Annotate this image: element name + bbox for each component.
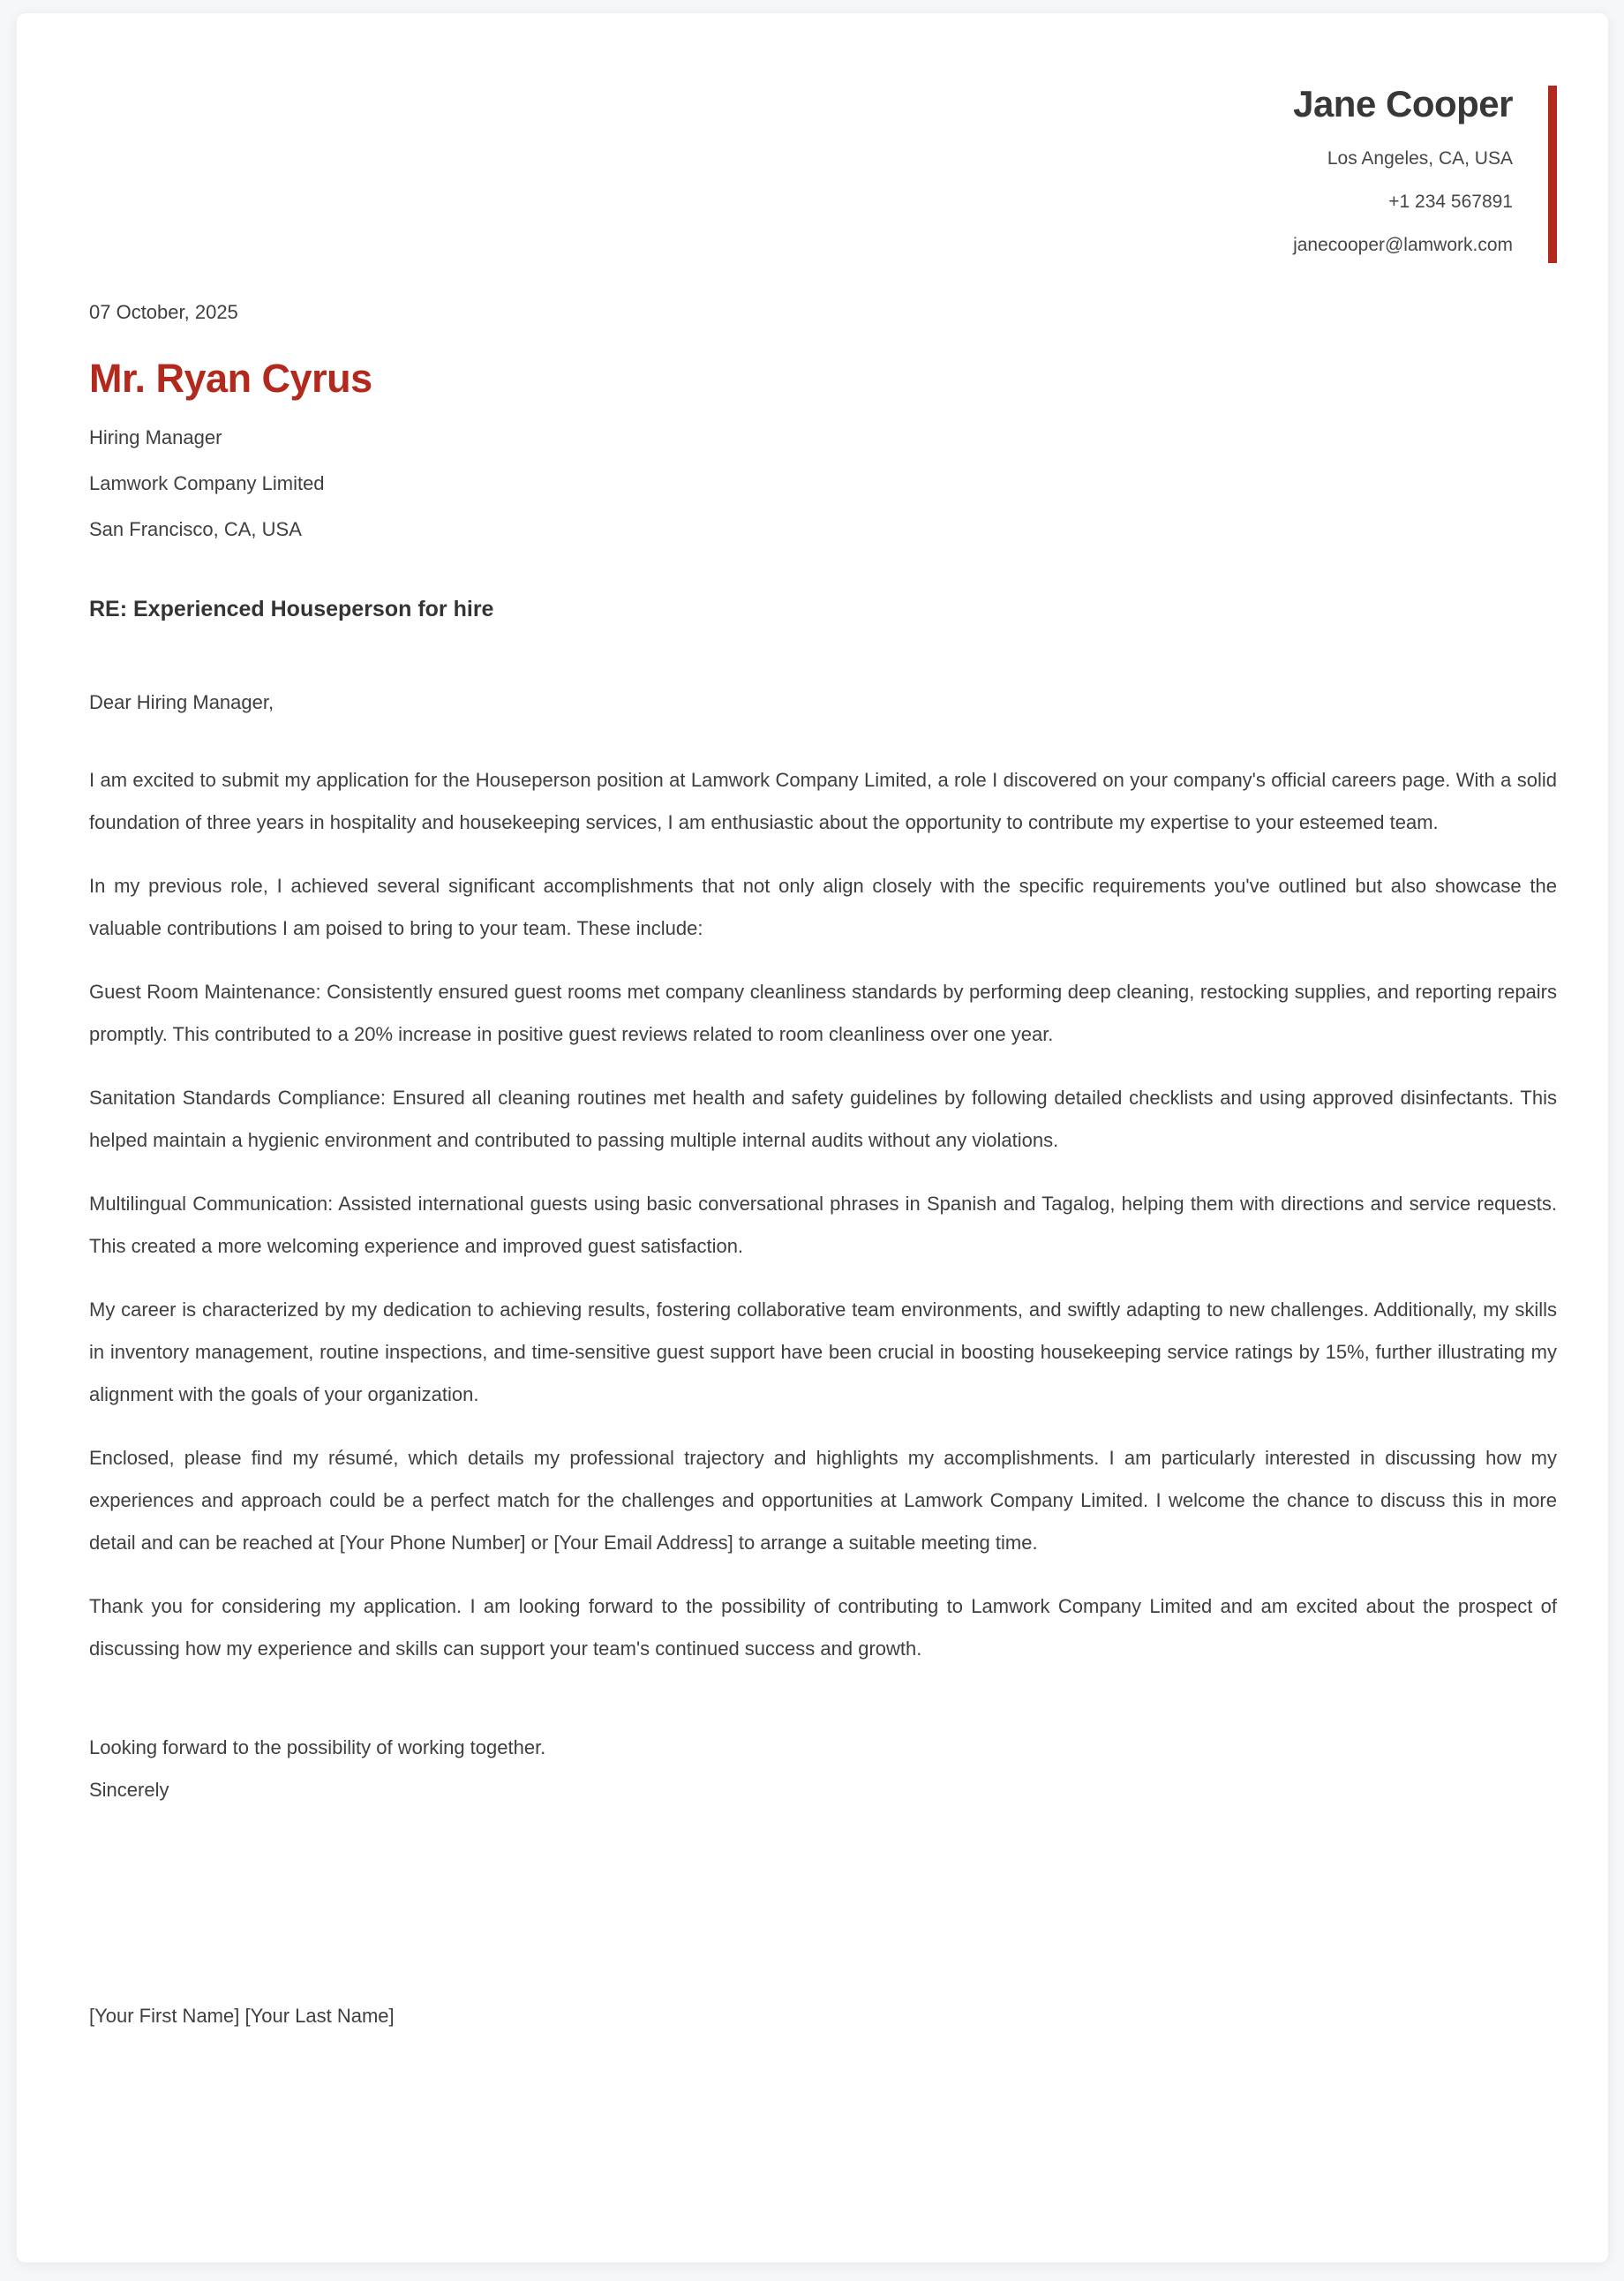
letter-page — [17, 13, 1608, 2262]
sender-location: Los Angeles, CA, USA — [1327, 148, 1513, 169]
body-paragraph: Sanitation Standards Compliance: Ensured all cleaning routines met health and safety guidelines by following detailed checklists and using approved disinfectants. This helped maintain a hygienic environment and contributed to passing multiple internal audits without any violations. — [89, 1086, 1557, 1151]
sender-header — [89, 84, 1557, 267]
recipient-title: Hiring Manager — [89, 425, 222, 448]
valediction: Sincerely — [89, 1778, 169, 1801]
signature-placeholder: [Your First Name] [Your Last Name] — [89, 2004, 395, 2027]
closing-block — [89, 1727, 1557, 1811]
closing-line: Looking forward to the possibility of working together. — [89, 1735, 546, 1758]
body-paragraph: Multilingual Communication: Assisted international guests using basic conversational phrases in Spanish and Tagalog, helping them with directions and service requests. This created a more welcoming experience and improved guest satisfaction. — [89, 1192, 1557, 1257]
body-paragraph: Thank you for considering my application. I am looking forward to the possibility of contributing to Lamwork Company Limited and am excited about the prospect of discussing how my experience and skills can support your team's continued success and growth. — [89, 1594, 1557, 1660]
recipient-block — [89, 357, 1557, 553]
letter-date: 07 October, 2025 — [89, 301, 238, 324]
body-paragraph: Guest Room Maintenance: Consistently ensured guest rooms met company cleanliness standards by performing deep cleaning, restocking supplies, and reporting repairs promptly. This contributed to a 20% increase in positive guest reviews related to room cleanliness over one year. — [89, 980, 1557, 1045]
accent-bar — [1548, 86, 1557, 263]
recipient-company: Lamwork Company Limited — [89, 471, 325, 494]
letter-body — [89, 759, 1557, 1670]
sender-contact-block — [1293, 84, 1513, 267]
subject-line: RE: Experienced Houseperson for hire — [89, 596, 494, 621]
body-paragraph: I am excited to submit my application for the Houseperson position at Lamwork Company Limited, a role I discovered on your company's official careers page. With a solid foundation of three years in hospitality and housekeeping services, I am enthusiastic about the opportunity to contribute my expertise to your esteemed team. — [89, 768, 1557, 833]
salutation: Dear Hiring Manager, — [89, 690, 274, 713]
body-paragraph: My career is characterized by my dedication to achieving results, fostering collaborative team environments, and swiftly adapting to new challenges. Additionally, my skills in inventory management, routine inspections, and time-sensitive guest support have been crucial in boosting housekeeping service ratings by 15%, further illustrating my alignment with the goals of your organization. — [89, 1298, 1557, 1405]
body-paragraph: In my previous role, I achieved several significant accomplishments that not only align closely with the specific requirements you've outlined but also showcase the valuable contributions I am poised to bring to your team. These include: — [89, 874, 1557, 939]
recipient-details — [89, 415, 1557, 553]
body-paragraph: Enclosed, please find my résumé, which details my professional trajectory and highlights my accomplishments. I am particularly interested in discussing how my experiences and approach could be a perfect match for the challenges and opportunities at Lamwork Company Limited. I welcome the chance to discuss this in more detail and can be reached at [Your Phone Number] or [Your Email Address] to arrange a suitable meeting time. — [89, 1446, 1557, 1554]
sender-name: Jane Cooper — [1293, 83, 1513, 124]
recipient-name: Mr. Ryan Cyrus — [89, 356, 372, 402]
sender-email: janecooper@lamwork.com — [1293, 235, 1513, 256]
sender-phone: +1 234 567891 — [1388, 192, 1513, 213]
recipient-location: San Francisco, CA, USA — [89, 517, 302, 540]
